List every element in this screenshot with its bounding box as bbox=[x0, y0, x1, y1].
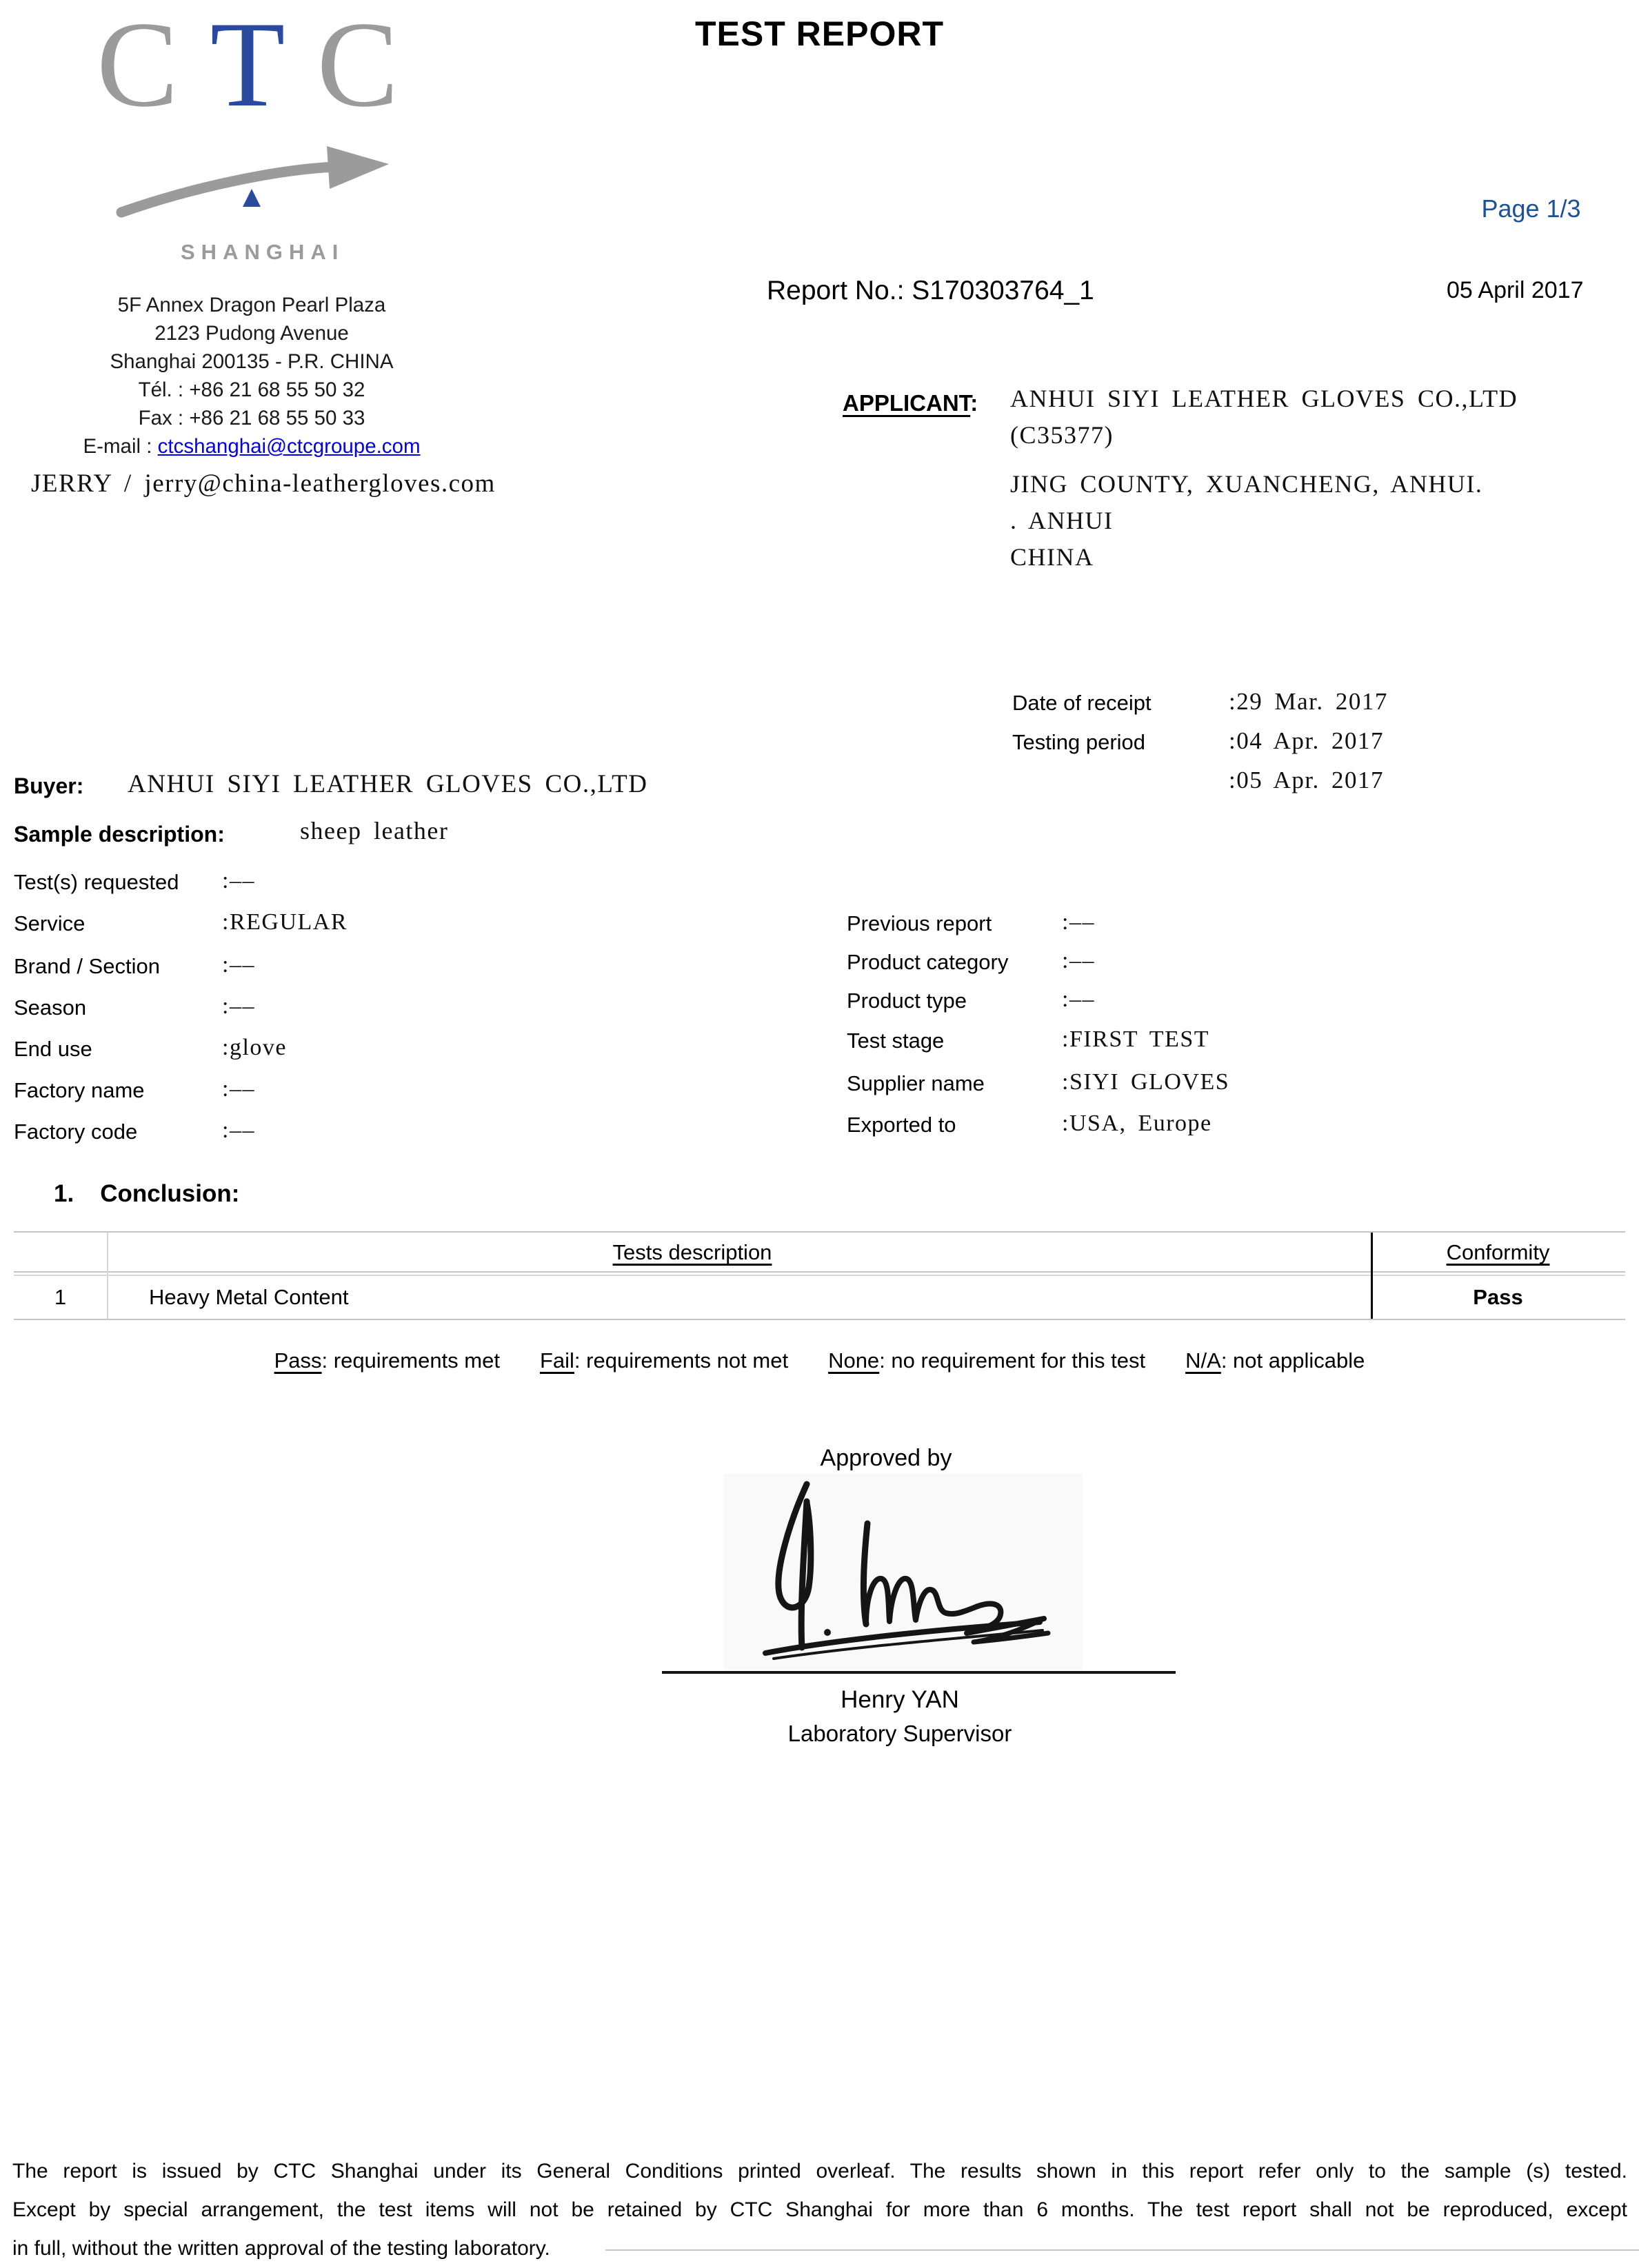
legend-item-none: None: no requirement for this test bbox=[828, 1348, 1146, 1373]
field-season: Season :–– bbox=[14, 993, 255, 1020]
footer-line: Except by special arrangement, the test items will not be retained by CTC Shanghai for more than 6 months. The test report shall not be reproduced, except bbox=[12, 2198, 1627, 2221]
testing-period-end: :05 Apr. 2017 bbox=[1229, 767, 1385, 793]
testing-period-label: Testing period bbox=[1012, 730, 1146, 754]
row-number: 1 bbox=[54, 1285, 67, 1309]
address-line: 2123 Pudong Avenue bbox=[154, 322, 349, 345]
testing-period-row bbox=[1012, 727, 1385, 755]
approved-by-label: Approved by bbox=[820, 1445, 952, 1471]
field-brand-section: Brand / Section :–– bbox=[14, 952, 255, 978]
buyer-label: Buyer: bbox=[14, 773, 84, 798]
lab-address-block bbox=[41, 291, 462, 460]
address-email-line bbox=[41, 432, 462, 460]
field-supplier-name: Supplier name :SIYI GLOVES bbox=[847, 1069, 1230, 1095]
conformity-header: Conformity bbox=[1446, 1240, 1550, 1264]
address-line: Tél. : +86 21 68 55 50 32 bbox=[138, 378, 365, 401]
address-line: Shanghai 200135 - P.R. CHINA bbox=[110, 350, 394, 373]
field-tests-requested: Test(s) requested :–– bbox=[14, 868, 255, 894]
testing-period-start: :04 Apr. 2017 bbox=[1229, 727, 1385, 754]
logo-letter-t: T bbox=[210, 0, 317, 132]
logo-triangle-icon bbox=[243, 189, 261, 207]
table-column-divider bbox=[1371, 1233, 1373, 1319]
email-label: E-mail : bbox=[83, 435, 158, 458]
sample-description-label: Sample description: bbox=[14, 822, 225, 847]
logo-city-label: SHANGHAI bbox=[181, 240, 345, 264]
signature-image bbox=[724, 1474, 1083, 1670]
row-test-description: Heavy Metal Content bbox=[149, 1285, 349, 1309]
field-end-use: End use :glove bbox=[14, 1035, 287, 1061]
address-line: Fax : +86 21 68 55 50 33 bbox=[138, 407, 365, 429]
applicant-address: JING COUNTY, XUANCHENG, ANHUI. . ANHUI CHINA bbox=[1010, 470, 1483, 571]
legend-item-na: N/A: not applicable bbox=[1185, 1348, 1365, 1373]
email-link[interactable]: ctcshanghai@ctcgroupe.com bbox=[157, 435, 421, 458]
row-conformity-result: Pass bbox=[1473, 1285, 1523, 1309]
page-title: TEST REPORT bbox=[694, 14, 945, 53]
logo-letter-c1: C bbox=[97, 0, 210, 132]
applicant-label: APPLICANT: bbox=[843, 390, 978, 416]
signature-rule bbox=[662, 1671, 1176, 1674]
report-number: Report No.: S170303764_1 bbox=[767, 276, 1094, 305]
tests-description-header: Tests description bbox=[612, 1240, 772, 1264]
logo-arrow-icon bbox=[116, 135, 392, 221]
legend-item-fail: Fail: requirements not met bbox=[539, 1348, 789, 1373]
field-product-category: Product category :–– bbox=[847, 948, 1095, 974]
date-of-receipt-value: :29 Mar. 2017 bbox=[1229, 688, 1388, 715]
page-number: Page 1/3 bbox=[1481, 194, 1581, 223]
address-line: 5F Annex Dragon Pearl Plaza bbox=[117, 294, 386, 316]
date-of-receipt-row bbox=[1012, 688, 1388, 716]
applicant-name: ANHUI SIYI LEATHER GLOVES CO.,LTD (C35377) bbox=[1010, 385, 1518, 449]
conclusion-heading: 1. Conclusion: bbox=[54, 1180, 240, 1207]
table-row bbox=[14, 1276, 1625, 1319]
field-exported-to: Exported to :USA, Europe bbox=[847, 1111, 1212, 1137]
field-test-stage: Test stage :FIRST TEST bbox=[847, 1026, 1210, 1053]
logo-letter-c2: C bbox=[316, 0, 431, 132]
report-date: 05 April 2017 bbox=[1447, 277, 1584, 303]
field-product-type: Product type :–– bbox=[847, 986, 1095, 1013]
approver-name: Henry YAN bbox=[841, 1686, 959, 1713]
contact-line: JERRY / jerry@china-leathergloves.com bbox=[31, 469, 496, 498]
footer-line: in full, without the written approval of the testing laboratory. bbox=[12, 2237, 550, 2260]
table-number-divider bbox=[107, 1233, 108, 1319]
footer-line: The report is issued by CTC Shanghai under its General Conditions printed overleaf. The results shown in this report refer only to the sample (s) tested. bbox=[12, 2160, 1627, 2183]
conclusion-table bbox=[14, 1231, 1625, 1320]
approver-role: Laboratory Supervisor bbox=[787, 1721, 1012, 1746]
conclusion-table-header bbox=[14, 1233, 1625, 1273]
applicant-colon: : bbox=[970, 390, 978, 416]
field-factory-name: Factory name :–– bbox=[14, 1076, 255, 1102]
field-factory-code: Factory code :–– bbox=[14, 1117, 255, 1144]
date-of-receipt-label: Date of receipt bbox=[1012, 691, 1152, 715]
sample-description-value: sheep leather bbox=[300, 817, 449, 844]
buyer-value: ANHUI SIYI LEATHER GLOVES CO.,LTD bbox=[128, 770, 648, 798]
bottom-rule bbox=[605, 2249, 1639, 2251]
legend-item-pass: Pass: requirements met bbox=[274, 1348, 500, 1373]
field-previous-report: Previous report :–– bbox=[847, 909, 1095, 935]
field-service: Service :REGULAR bbox=[14, 909, 348, 935]
conformity-legend bbox=[0, 1348, 1639, 1373]
